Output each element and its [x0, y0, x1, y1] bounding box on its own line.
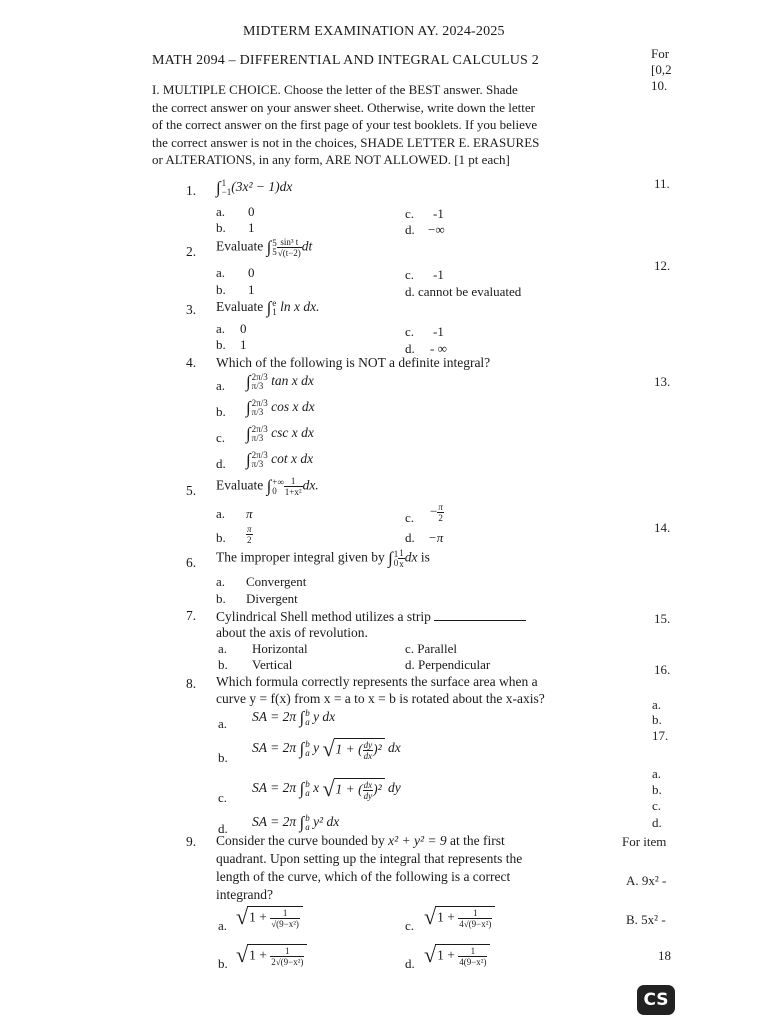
question-9-line-2: quadrant. Upon setting up the integral that represents the: [216, 851, 523, 866]
option-letter: c.: [405, 267, 415, 282]
margin-text: b.: [652, 712, 662, 727]
option-letter: a.: [216, 204, 226, 219]
option-letter: d.: [405, 956, 415, 971]
option-letter: d.: [405, 530, 415, 545]
margin-item-number: 11.: [654, 176, 670, 191]
q7-option-b: Vertical: [252, 657, 293, 672]
q5-option-d: −π: [428, 530, 444, 545]
option-letter: a.: [216, 574, 226, 589]
instruction-line: or ALTERATIONS, in any form, ARE NOT ALLOWED. [1 pt each]: [152, 152, 510, 167]
question-number: 1.: [186, 183, 197, 198]
option-letter: a.: [216, 378, 226, 393]
option-letter: a.: [216, 506, 226, 521]
exam-title: MIDTERM EXAMINATION AY. 2024-2025: [243, 24, 505, 39]
q2-option-d: d. cannot be evaluated: [405, 284, 522, 299]
q3-option-a: 0: [240, 321, 247, 336]
q2-option-b: 1: [248, 282, 255, 297]
option-letter: d.: [405, 341, 415, 356]
q2-option-c: -1: [433, 267, 444, 282]
q1-option-d: −∞: [428, 222, 445, 237]
option-letter: b.: [216, 337, 226, 352]
question-2-prefix: Evaluate: [216, 238, 264, 254]
option-letter: c.: [218, 790, 228, 805]
q8-option-c: SA = 2π ∫ b a x √1 + ( $\frac{dx}{dy}$ )² dy: [252, 776, 401, 801]
option-letter: c.: [405, 206, 415, 221]
margin-item-number: 18: [658, 948, 671, 963]
question-2-prompt: Evaluate ∫ 5 5 $\frac{\text{sin³ t}}{√(t-2)}$ dt: [216, 237, 313, 258]
margin-text: c.: [652, 798, 662, 813]
question-1-integral: ∫ 1 −1 (3x² − 1)dx: [216, 178, 293, 197]
question-9-line-3: length of the curve, which of the following is a correct: [216, 869, 511, 884]
question-4-text: Which of the following is NOT a definite integral?: [216, 355, 491, 370]
option-letter: b.: [216, 404, 226, 419]
camscanner-logo: CS: [637, 985, 675, 1015]
option-letter: b.: [218, 657, 228, 672]
q1-option-c: -1: [433, 206, 444, 221]
option-letter: b.: [216, 220, 226, 235]
margin-item-number: 16.: [654, 662, 671, 677]
margin-text: 10.: [651, 78, 668, 93]
margin-text: a.: [652, 766, 662, 781]
q9-option-d: √1 + $\frac{1}{\text{4(9−x²)}}$: [424, 942, 490, 968]
question-number: 8.: [186, 676, 197, 691]
instructions: [152, 81, 572, 169]
q5-option-a: π: [246, 506, 253, 521]
question-5-prompt: Evaluate ∫ +∞ 0 $\frac{1}{\text{1+x²}}$ dx.: [216, 476, 319, 497]
q5-option-c: − $\frac{\pi}{2}$: [430, 502, 443, 523]
instruction-line: of the correct answer on the first page of your test booklets. If you believe: [152, 117, 538, 132]
option-letter: c.: [216, 430, 226, 445]
margin-text: For: [651, 46, 670, 61]
margin-item-number: 12.: [654, 258, 671, 273]
answer-blank: [434, 608, 526, 621]
option-letter: d.: [216, 456, 226, 471]
q4-option-c: ∫ 2π/3 π/3 csc x dx: [246, 424, 314, 443]
instruction-line: I. MULTIPLE CHOICE. Choose the letter of the BEST answer. Shade: [152, 82, 518, 97]
question-number: 9.: [186, 834, 197, 849]
margin-text: b.: [652, 782, 662, 797]
q6-option-a: Convergent: [246, 574, 307, 589]
q3-option-b: 1: [240, 337, 247, 352]
question-number: 5.: [186, 483, 197, 498]
margin-item-number: 14.: [654, 520, 671, 535]
question-number: 4.: [186, 355, 197, 370]
question-number: 6.: [186, 555, 197, 570]
option-letter: b.: [216, 530, 226, 545]
q1-option-a: 0: [248, 204, 255, 219]
option-letter: b.: [218, 956, 228, 971]
question-3-prompt: Evaluate ∫ e 1 ln x dx.: [216, 298, 320, 317]
question-5-prefix: Evaluate: [216, 477, 264, 493]
q1-option-b: 1: [248, 220, 255, 235]
option-letter: a.: [216, 321, 226, 336]
question-6-prompt: The improper integral given by ∫ 1 0 $\frac{1}{x}$ dx is: [216, 548, 430, 569]
question-number: 3.: [186, 302, 197, 317]
option-letter: d.: [218, 821, 228, 836]
q8-option-b: SA = 2π ∫ b a y √1 + ( $\frac{dy}{dx}$ )² dx: [252, 736, 401, 761]
option-letter: b.: [218, 750, 228, 765]
q4-option-a: ∫ 2π/3 π/3 tan x dx: [246, 372, 314, 391]
question-9-line-4: integrand?: [216, 887, 273, 902]
q3-option-d: - ∞: [430, 341, 447, 356]
instruction-line: the correct answer is not in the choices, SHADE LETTER E. ERASURES: [152, 134, 540, 150]
margin-item-number: 13.: [654, 374, 671, 389]
q5-option-b: $\frac{\pi}{2}$: [247, 524, 252, 545]
q8-option-d: SA = 2π ∫ b a y² dx: [252, 813, 340, 832]
instruction-line: the correct answer on your answer sheet. Otherwise, write down the letter: [152, 99, 535, 115]
option-letter: a.: [216, 265, 226, 280]
q2-option-a: 0: [248, 265, 255, 280]
q7-option-a: Horizontal: [252, 641, 308, 656]
margin-text: B. 5x² -: [626, 912, 666, 927]
option-letter: a.: [218, 918, 228, 933]
q7-option-d: d. Perpendicular: [405, 657, 491, 672]
question-8-text: Which formula correctly represents the surface area when a: [216, 674, 538, 689]
option-letter: c.: [405, 918, 415, 933]
margin-text: For item: [622, 834, 667, 849]
option-letter: a.: [218, 716, 228, 731]
q3-option-c: -1: [433, 324, 444, 339]
q9-option-b: √1 + $\frac{1}{\text{2√(9−x²)}}$: [236, 942, 307, 968]
q4-option-b: ∫ 2π/3 π/3 cos x dx: [246, 398, 315, 417]
question-8-text-continued: curve y = f(x) from x = a to x = b is rotated about the x-axis?: [216, 691, 545, 706]
option-letter: b.: [216, 282, 226, 297]
q9-option-c: √1 + $\frac{1}{\text{4√(9−x²)}}$: [424, 904, 495, 930]
q4-option-d: ∫ 2π/3 π/3 cot x dx: [246, 450, 314, 469]
question-number: 2.: [186, 244, 197, 259]
question-7-text-continued: about the axis of revolution.: [216, 625, 368, 640]
option-letter: c.: [405, 510, 415, 525]
question-number: 7.: [186, 608, 197, 623]
q7-option-c: c. Parallel: [405, 641, 457, 656]
margin-item-number: 15.: [654, 611, 671, 626]
margin-text: d.: [652, 815, 662, 830]
q9-option-a: √1 + $\frac{1}{\text{√(9−x²)}}$: [236, 904, 303, 930]
margin-item-number: 17.: [652, 728, 669, 743]
option-letter: b.: [216, 591, 226, 606]
margin-text: A. 9x² -: [626, 873, 667, 888]
question-7-text: Cylindrical Shell method utilizes a strip: [216, 608, 526, 625]
q8-option-a: SA = 2π ∫ b a y dx: [252, 708, 336, 727]
question-3-prefix: Evaluate: [216, 299, 264, 315]
option-letter: d.: [405, 222, 415, 237]
margin-text: [0,2: [651, 62, 672, 77]
option-letter: c.: [405, 324, 415, 339]
option-letter: a.: [218, 641, 228, 656]
margin-text: a.: [652, 697, 662, 712]
course-title: MATH 2094 – DIFFERENTIAL AND INTEGRAL CALCULUS 2: [152, 53, 539, 68]
q6-option-b: Divergent: [246, 591, 298, 606]
question-9-line-1: Consider the curve bounded by x² + y² = 9 at the first: [216, 833, 505, 848]
